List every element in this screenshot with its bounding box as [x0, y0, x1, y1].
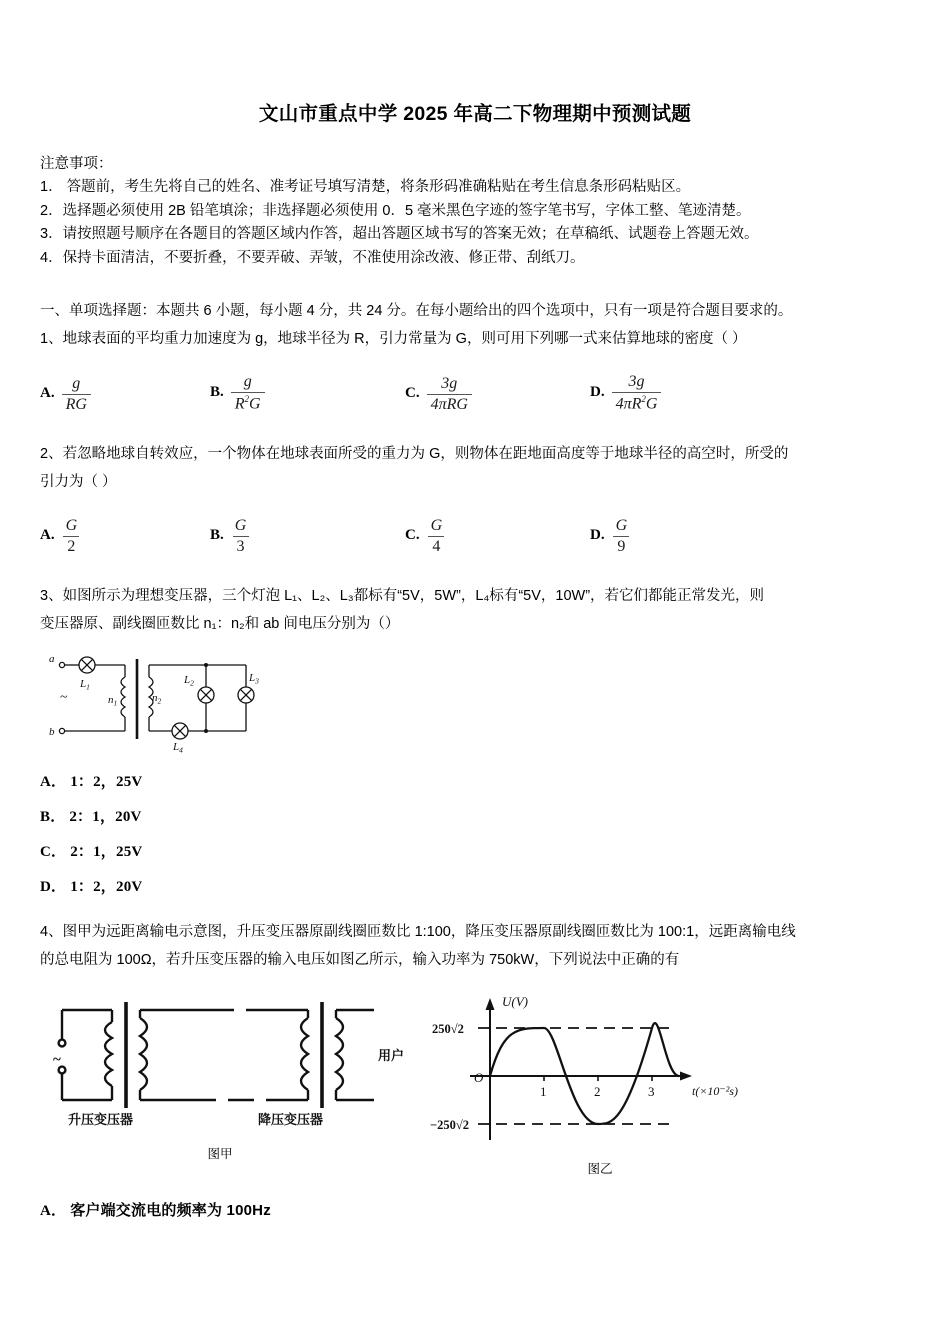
fraction: [427, 517, 447, 556]
option-letter: A.: [40, 527, 55, 544]
x-axis-arrow: [680, 1072, 692, 1081]
stepdown-transformer-label: 降压变压器: [258, 1112, 324, 1128]
question-2-option-b[interactable]: [210, 517, 405, 556]
option-letter: A．: [40, 773, 67, 790]
question-3: [40, 582, 910, 906]
question-4: [40, 918, 910, 1230]
fraction-denominator: 2: [63, 536, 79, 556]
figure-jia-caption: 图甲: [207, 1147, 233, 1162]
terminal-a-label: a: [49, 652, 55, 665]
lamp-l3-label: $L_3$: [249, 671, 259, 686]
question-2-stem-line-1: 2、若忽略地球自转效应，一个物体在地球表面所受的重力为 G，则物体在距地面高度等于地球半径的高空时，所受的: [40, 445, 789, 462]
fraction-denominator: 9: [613, 536, 629, 556]
y-axis-arrow: [486, 998, 495, 1010]
question-3-option-c[interactable]: [40, 835, 910, 870]
question-1-option-d[interactable]: [590, 373, 661, 413]
question-1: [40, 325, 910, 413]
question-3-option-d[interactable]: [40, 870, 910, 905]
notice-item-3: 3．请按照题号顺序在各题目的答题区域内作答，超出答题区域书写的答案无效；在草稿纸、试题卷上答题无效。: [40, 226, 759, 243]
question-2-option-a[interactable]: [40, 517, 210, 556]
question-2-option-c[interactable]: [405, 517, 590, 556]
origin-label: O: [474, 1070, 484, 1086]
question-3-stem-line-2: 变压器原、副线圈匝数比 n₁：n₂和 ab 间电压分别为（）: [40, 616, 400, 633]
question-1-option-c[interactable]: [405, 375, 590, 414]
notice-item-1: 1． 答题前，考生先将自己的姓名、准考证号填写清楚，将条形码准确粘贴在考生信息条形码粘贴区。: [40, 179, 691, 196]
power-transmission-svg: [40, 988, 420, 1128]
y-tick-positive: 250√2: [432, 1022, 464, 1037]
ac-source-symbol: ~: [60, 689, 68, 705]
option-letter: D．: [40, 879, 67, 896]
option-text: 2：1，25V: [70, 844, 143, 861]
notice-list: [40, 176, 910, 270]
option-letter: B．: [40, 808, 66, 825]
fraction: [62, 517, 82, 556]
primary-coil-label: $n_1$: [108, 693, 118, 708]
option-letter: B.: [210, 527, 224, 544]
fraction: [612, 373, 662, 413]
question-4-option-a[interactable]: [40, 1193, 910, 1229]
question-2: [40, 440, 910, 557]
y-tick-negative: −250√2: [430, 1118, 469, 1133]
fraction-numerator: G: [430, 517, 443, 535]
source-terminal-top: [59, 1040, 66, 1047]
x-tick-3: 3: [648, 1084, 655, 1100]
question-2-options: [40, 506, 910, 556]
notice-heading: 注意事项：: [40, 156, 113, 173]
sine-waveform-curve: [490, 1023, 679, 1124]
fraction-numerator: G: [615, 517, 628, 535]
lamp-l2-label: $L_2$: [184, 673, 194, 688]
notice-item-2: 2．选择题必须使用 2B 铅笔填涂；非选择题必须使用 0．5 毫米黑色字迹的签字笔书写，字体工整、笔迹清楚。: [40, 202, 751, 219]
figure-jia: [40, 988, 440, 1162]
user-label: 用户: [378, 1048, 405, 1064]
question-3-options: [40, 765, 910, 906]
section-heading-single-choice: 一、单项选择题：本题共 6 小题，每小题 4 分，共 24 分。在每小题给出的四个选项中，只有一项是符合题目要求的。: [40, 303, 793, 320]
option-text: 1：2，25V: [70, 773, 143, 790]
fraction: [62, 375, 91, 414]
fraction-numerator: 3g: [441, 374, 458, 392]
terminal-b-label: b: [49, 725, 55, 738]
fraction-denominator: 3: [233, 536, 249, 556]
fraction-numerator: G: [65, 517, 78, 535]
fraction: [427, 375, 472, 414]
question-4-stem-line-2: 的总电阻为 100Ω，若升压变压器的输入电压如图乙所示，输入功率为 750kW，下列说法中正确的有: [40, 951, 680, 968]
fraction-numerator: G: [234, 517, 247, 535]
question-2-stem-line-2: 引力为（ ）: [40, 473, 117, 490]
option-text: 1：2，20V: [70, 879, 143, 896]
lamp-l1-label: $L_1$: [80, 677, 90, 692]
fraction: [612, 517, 632, 556]
question-1-option-a[interactable]: [40, 375, 210, 414]
secondary-coil-label: $n_2$: [152, 691, 162, 706]
fraction: [231, 517, 251, 556]
question-2-option-d[interactable]: [590, 517, 631, 556]
y-axis-label: U(V): [502, 994, 528, 1010]
transformer-circuit-svg: [46, 651, 266, 755]
figure-yi: [430, 988, 760, 1177]
fraction-denominator: RG: [62, 394, 91, 414]
question-4-stem-line-1: 4、图甲为远距离输电示意图，升压变压器原副线圈匝数比 1:100，降压变压器原副线圈匝数比为 100:1，远距离输电线: [40, 923, 796, 940]
option-letter: D.: [590, 527, 605, 544]
question-1-stem: 1、地球表面的平均重力加速度为 g，地球半径为 R，引力常量为 G，则可用下列哪一式来估算地球的密度（ ）: [40, 331, 747, 348]
notice-item-4: 4．保持卡面清洁，不要折叠，不要弄破、弄皱，不准使用涂改液、修正带、刮纸刀。: [40, 249, 585, 266]
fraction-denominator: 4: [428, 536, 444, 556]
option-letter: A．: [40, 1203, 67, 1220]
page-title: 文山市重点中学 2025 年高二下物理期中预测试题: [258, 103, 692, 125]
question-4-figures: [40, 988, 910, 1177]
fraction-denominator: 4πRG: [427, 394, 472, 414]
voltage-waveform-svg: [430, 988, 760, 1163]
question-4-options: [40, 1193, 910, 1229]
fraction-denominator: $4\pi R^2G$: [612, 392, 662, 413]
x-tick-2: 2: [594, 1084, 601, 1100]
x-tick-1: 1: [540, 1084, 547, 1100]
figure-yi-caption: 图乙: [587, 1162, 613, 1177]
question-3-transformer-circuit-figure: [46, 651, 910, 755]
option-letter: B.: [210, 383, 224, 400]
terminal-b-dot: [59, 728, 64, 733]
option-letter: A.: [40, 384, 55, 401]
question-1-option-b[interactable]: [210, 373, 405, 413]
question-3-stem-line-1: 3、如图所示为理想变压器，三个灯泡 L₁、L₂、L₃都标有“5V，5W”，L₄标有“5V，10W”，若它们都能正常发光，则: [40, 588, 765, 605]
fraction-numerator: g: [243, 373, 252, 391]
fraction: [231, 373, 265, 413]
terminal-a-dot: [59, 662, 64, 667]
fraction-numerator: g: [72, 374, 81, 392]
question-1-options: [40, 364, 910, 414]
lamp-l4-label: $L_4$: [173, 740, 183, 755]
option-letter: C.: [405, 384, 420, 401]
question-3-option-a[interactable]: [40, 765, 910, 800]
option-text: 2：1，20V: [69, 808, 142, 825]
fraction-numerator: 3g: [628, 373, 645, 391]
x-axis-label: t(×10⁻²s): [692, 1084, 739, 1099]
fraction-denominator: $R^2G$: [231, 392, 265, 413]
ac-source-icon: ~: [53, 1052, 61, 1069]
question-3-option-b[interactable]: [40, 800, 910, 835]
option-text: 客户端交流电的频率为 100Hz: [70, 1202, 271, 1220]
option-letter: D.: [590, 383, 605, 400]
option-letter: C.: [405, 527, 420, 544]
option-letter: C．: [40, 844, 67, 861]
stepup-transformer-label: 升压变压器: [68, 1112, 134, 1128]
